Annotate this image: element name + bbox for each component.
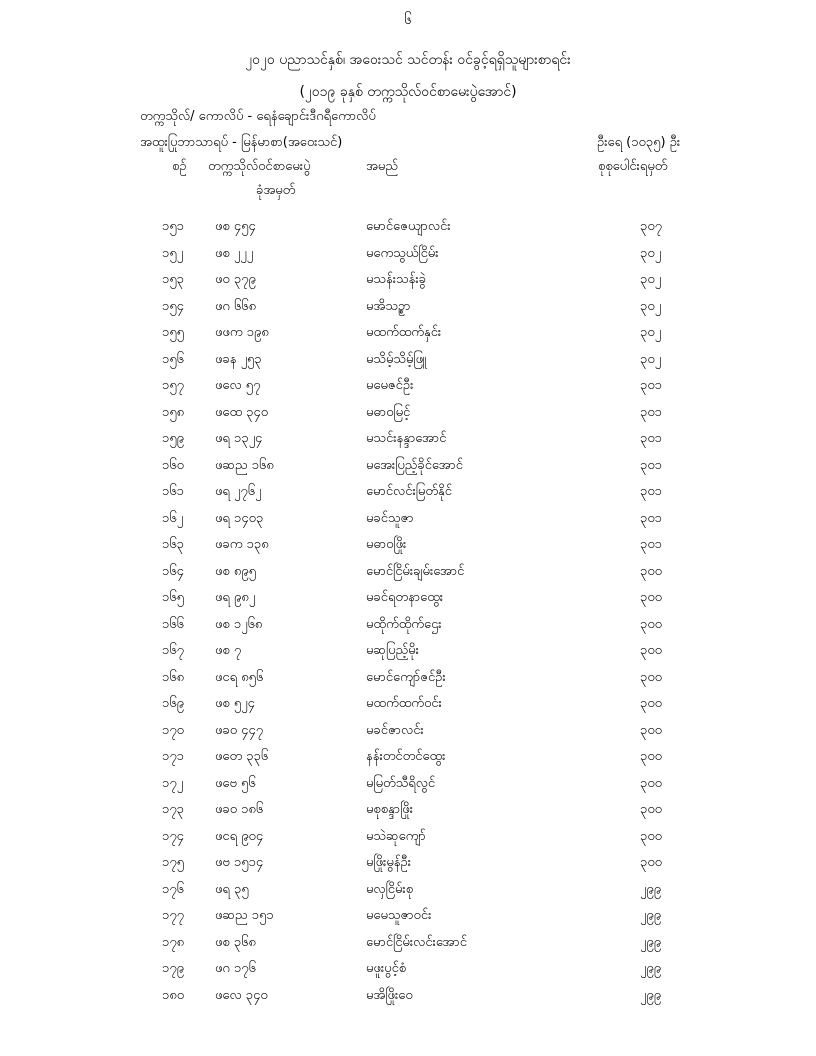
header-roll-number: တက္ကသိုလ်ဝင်စာမေးပွဲ bbox=[208, 159, 311, 174]
table-row bbox=[0, 746, 816, 773]
table-row bbox=[0, 428, 816, 455]
table-row bbox=[0, 561, 816, 588]
total-marks: ၃၀၀ bbox=[640, 563, 662, 579]
table-row bbox=[0, 349, 816, 376]
student-name: မလှငြိမ်းစု bbox=[366, 881, 414, 897]
student-name: မအိသဥ္စာ bbox=[366, 298, 411, 314]
total-marks: ၃၀၁ bbox=[640, 537, 662, 552]
row-number: ၁၆၆ bbox=[162, 616, 184, 632]
total-marks: ၂၉၉ bbox=[640, 908, 662, 923]
total-marks: ၃၀၂ bbox=[640, 298, 662, 314]
roll-number: ဖဂ ၆၆၈ bbox=[215, 298, 257, 314]
table-row bbox=[0, 269, 816, 296]
row-number: ၁၇၅ bbox=[162, 855, 184, 870]
student-name: မကေသွယ်ငြိမ်း bbox=[366, 245, 439, 261]
header-total-marks: စုစုပေါင်းရမှတ် bbox=[598, 159, 668, 174]
roll-number: ဖခဝ ၄၄၇ bbox=[215, 722, 264, 738]
total-marks: ၃၀၁ bbox=[640, 431, 662, 446]
row-number: ၁၅၆ bbox=[162, 351, 184, 367]
table-row bbox=[0, 905, 816, 932]
roll-number: ဖဝ ၃၇၉ bbox=[215, 272, 256, 287]
total-marks: ၃၀၀ bbox=[640, 722, 662, 738]
student-name: မောင်ငြိမ်းလင်းအောင် bbox=[366, 934, 467, 950]
row-number: ၁၆၃ bbox=[162, 537, 184, 552]
row-number: ၁၇၆ bbox=[162, 881, 184, 897]
row-number: ၁၆၁ bbox=[162, 484, 184, 499]
student-name: မမြတ်သီရိလွင် bbox=[366, 775, 436, 791]
table-row bbox=[0, 534, 816, 561]
total-marks: ၃၀၀ bbox=[640, 749, 662, 764]
student-name: မောင်ငြိမ်းချမ်းအောင် bbox=[366, 563, 465, 579]
header-roll-number-line2: ခုံအမှတ် bbox=[256, 183, 296, 198]
student-name: မခင်သူဇာ bbox=[366, 510, 414, 526]
roll-number: ဖခက ၁၃၈ bbox=[215, 537, 269, 552]
row-number: ၁၅၇ bbox=[162, 378, 184, 393]
table-row bbox=[0, 852, 816, 879]
roll-number: ဖစ ၃၆၈ bbox=[215, 934, 256, 950]
row-number: ၁၅၅ bbox=[162, 325, 184, 340]
student-name: မအေးပြည့်ခိုင်အောင် bbox=[366, 457, 463, 473]
document-title: ၂၀၂၀ ပညာသင်နှစ်၊ အဝေးသင် သင်တန်း ဝင်ခွင့်ရရှိသူများစာရင်း bbox=[245, 52, 571, 68]
student-name: မဖြိုးမွန်ဦး bbox=[366, 855, 412, 870]
roll-number: ဖလေ ၃၄၀ bbox=[215, 987, 268, 1003]
roll-number: ဖဆည ၁၆၈ bbox=[215, 457, 274, 473]
table-row bbox=[0, 879, 816, 906]
student-name: မသိမ့်သိမ့်ဖြူ bbox=[366, 351, 427, 367]
student-name: မောင်လင်းမြတ်နိုင် bbox=[366, 484, 452, 499]
total-marks: ၂၉၉ bbox=[640, 987, 662, 1003]
roll-number: ဖခန ၂၅၃ bbox=[215, 351, 262, 367]
total-marks: ၃၀၀ bbox=[640, 669, 662, 685]
total-marks: ၃၀၀ bbox=[640, 802, 662, 817]
roll-number: ဖရ ၁၄၀၃ bbox=[215, 510, 264, 526]
total-marks: ၃၀၂ bbox=[640, 245, 662, 261]
table-row bbox=[0, 720, 816, 747]
student-name: မောင်ဇေယျာလင်း bbox=[366, 219, 451, 234]
student-name: မခင်ဇာလင်း bbox=[366, 722, 424, 738]
results-table bbox=[0, 216, 816, 1011]
row-number: ၁၇၂ bbox=[162, 775, 184, 791]
table-row bbox=[0, 799, 816, 826]
student-name: မဓာဝမြင့် bbox=[366, 404, 411, 420]
roll-number: ဖဗေ ၅၆ bbox=[215, 775, 256, 791]
total-marks: ၃၀၀ bbox=[640, 616, 662, 632]
row-number: ၁၅၉ bbox=[162, 431, 184, 446]
count-line: ဦးရေ (၁၀၃၅) ဦး bbox=[597, 135, 681, 150]
table-row bbox=[0, 667, 816, 694]
total-marks: ၃၀၀ bbox=[640, 643, 662, 658]
total-marks: ၃၀၁ bbox=[640, 404, 662, 420]
row-number: ၁၈၀ bbox=[162, 987, 185, 1003]
header-name: အမည် bbox=[366, 159, 398, 174]
table-row bbox=[0, 455, 816, 482]
roll-number: ဖဖက ၁၉၈ bbox=[215, 325, 269, 340]
roll-number: ဖစ ၅၂၄ bbox=[215, 696, 255, 711]
table-row bbox=[0, 243, 816, 270]
student-name: မမေဇင်ဦး bbox=[366, 378, 414, 393]
row-number: ၁၅၁ bbox=[162, 219, 184, 234]
table-row bbox=[0, 932, 816, 959]
table-row bbox=[0, 216, 816, 243]
total-marks: ၂၉၉ bbox=[640, 961, 662, 976]
page-number: ၆ bbox=[404, 12, 412, 28]
total-marks: ၃၀၂ bbox=[640, 272, 662, 287]
student-name: မခင်ရတနာထွေး bbox=[366, 590, 444, 605]
student-name: မဖူးပွင့်စံ bbox=[366, 961, 407, 976]
table-row bbox=[0, 693, 816, 720]
row-number: ၁၆၂ bbox=[162, 510, 184, 526]
table-row bbox=[0, 508, 816, 535]
student-name: မမေသူဇာဝင်း bbox=[366, 908, 432, 923]
row-number: ၁၇၃ bbox=[162, 802, 184, 817]
student-name: နန်းတင်တင်ထွေး bbox=[366, 749, 446, 764]
roll-number: ဖစ ၄၅၄ bbox=[215, 219, 256, 234]
table-row bbox=[0, 958, 816, 985]
total-marks: ၃၀၁ bbox=[640, 484, 662, 499]
table-row bbox=[0, 322, 816, 349]
total-marks: ၃၀၁ bbox=[640, 510, 662, 526]
row-number: ၁၇၉ bbox=[162, 961, 184, 976]
total-marks: ၃၀၀ bbox=[640, 828, 662, 844]
table-row bbox=[0, 640, 816, 667]
roll-number: ဖခဝ ၁၈၆ bbox=[215, 802, 264, 817]
total-marks: ၃၀၂ bbox=[640, 351, 662, 367]
student-name: မဆုပြည့်မိုး bbox=[366, 643, 419, 658]
roll-number: ဖဗ ၁၅၁၄ bbox=[215, 855, 264, 870]
table-row bbox=[0, 773, 816, 800]
total-marks: ၃၀၂ bbox=[640, 325, 662, 340]
student-name: မထက်ထက်ဝင်း bbox=[366, 696, 442, 711]
roll-number: ဖဆည ၁၅၁ bbox=[215, 908, 274, 923]
row-number: ၁၅၂ bbox=[162, 245, 184, 261]
table-row bbox=[0, 402, 816, 429]
table-row bbox=[0, 587, 816, 614]
row-number: ၁၅၄ bbox=[162, 298, 184, 314]
row-number: ၁၇၁ bbox=[162, 749, 184, 764]
table-row bbox=[0, 296, 816, 323]
student-name: မသန်းသန်းခွဲ bbox=[366, 272, 426, 287]
total-marks: ၃၀၀ bbox=[640, 855, 662, 870]
row-number: ၁၆၅ bbox=[162, 590, 184, 605]
roll-number: ဖစ ၂၂၂ bbox=[215, 245, 254, 261]
row-number: ၁၆၇ bbox=[162, 643, 184, 658]
table-row bbox=[0, 481, 816, 508]
roll-number: ဖလေ ၅၇ bbox=[215, 378, 261, 393]
roll-number: ဖစ ၈၉၅ bbox=[215, 563, 256, 579]
total-marks: ၂၉၉ bbox=[640, 881, 662, 897]
header-no: စဉ် bbox=[172, 159, 187, 174]
row-number: ၁၆၉ bbox=[162, 696, 184, 711]
row-number: ၁၇၇ bbox=[162, 908, 184, 923]
subject-line: အထူးပြုဘာသာရပ် - မြန်မာစာ(အဝေးသင်) bbox=[140, 135, 343, 150]
row-number: ၁၇၀ bbox=[162, 722, 184, 738]
university-line: တက္ကသိုလ်/ ကောလိပ် - ရေနံချောင်းဒီဂရီကောလိပ် bbox=[140, 109, 376, 124]
student-name: မစုစန္ဒာဖြိုး bbox=[366, 802, 414, 817]
row-number: ၁၆၀ bbox=[162, 457, 184, 473]
student-name: မထက်ထက်နှင်း bbox=[366, 325, 442, 340]
roll-number: ဖတေ ၃၃၆ bbox=[215, 749, 269, 764]
student-name: မသဲဆုကျော် bbox=[366, 828, 426, 844]
row-number: ၁၆၄ bbox=[162, 563, 184, 579]
student-name: မအိဖြိုးဝေ bbox=[366, 987, 413, 1003]
total-marks: ၂၉၉ bbox=[640, 934, 662, 950]
total-marks: ၃၀၀ bbox=[640, 696, 662, 711]
student-name: မောင်ကျော်ဇင်ဦး bbox=[366, 669, 446, 685]
student-name: မဓာဝဖြိုး bbox=[366, 537, 407, 552]
row-number: ၁၅၈ bbox=[162, 404, 185, 420]
roll-number: ဖငရ ၉၀၄ bbox=[215, 828, 264, 844]
total-marks: ၃၀၁ bbox=[640, 457, 662, 473]
total-marks: ၃၀၇ bbox=[640, 219, 662, 234]
row-number: ၁၅၃ bbox=[162, 272, 184, 287]
row-number: ၁၇၄ bbox=[162, 828, 184, 844]
roll-number: ဖရ ၂၇၆၂ bbox=[215, 484, 262, 499]
total-marks: ၃၀၀ bbox=[640, 775, 662, 791]
roll-number: ဖငရ ၈၅၆ bbox=[215, 669, 264, 685]
roll-number: ဖထေ ၃၄၀ bbox=[215, 404, 269, 420]
roll-number: ဖဂ ၁၇၆ bbox=[215, 961, 256, 976]
student-name: မသင်းနန္ဒာအောင် bbox=[366, 431, 447, 446]
student-name: မထိုက်ထိုက်ဌေး bbox=[366, 616, 442, 632]
roll-number: ဖစ ၁၂၆၈ bbox=[215, 616, 263, 632]
table-row bbox=[0, 614, 816, 641]
table-row bbox=[0, 985, 816, 1012]
total-marks: ၃၀၀ bbox=[640, 590, 662, 605]
table-row bbox=[0, 826, 816, 853]
roll-number: ဖရ ၁၃၂၄ bbox=[215, 431, 263, 446]
roll-number: ဖရ ၉၈၂ bbox=[215, 590, 256, 605]
total-marks: ၃၀၁ bbox=[640, 378, 662, 393]
roll-number: ဖစ ၇ bbox=[215, 643, 242, 658]
row-number: ၁၇၈ bbox=[162, 934, 185, 950]
table-row bbox=[0, 375, 816, 402]
row-number: ၁၆၈ bbox=[162, 669, 185, 685]
roll-number: ဖရ ၃၅ bbox=[215, 881, 249, 897]
document-subtitle: (၂၀၁၉ ခုနှစ် တက္ကသိုလ်ဝင်စာမေးပွဲအောင်) bbox=[299, 84, 517, 100]
